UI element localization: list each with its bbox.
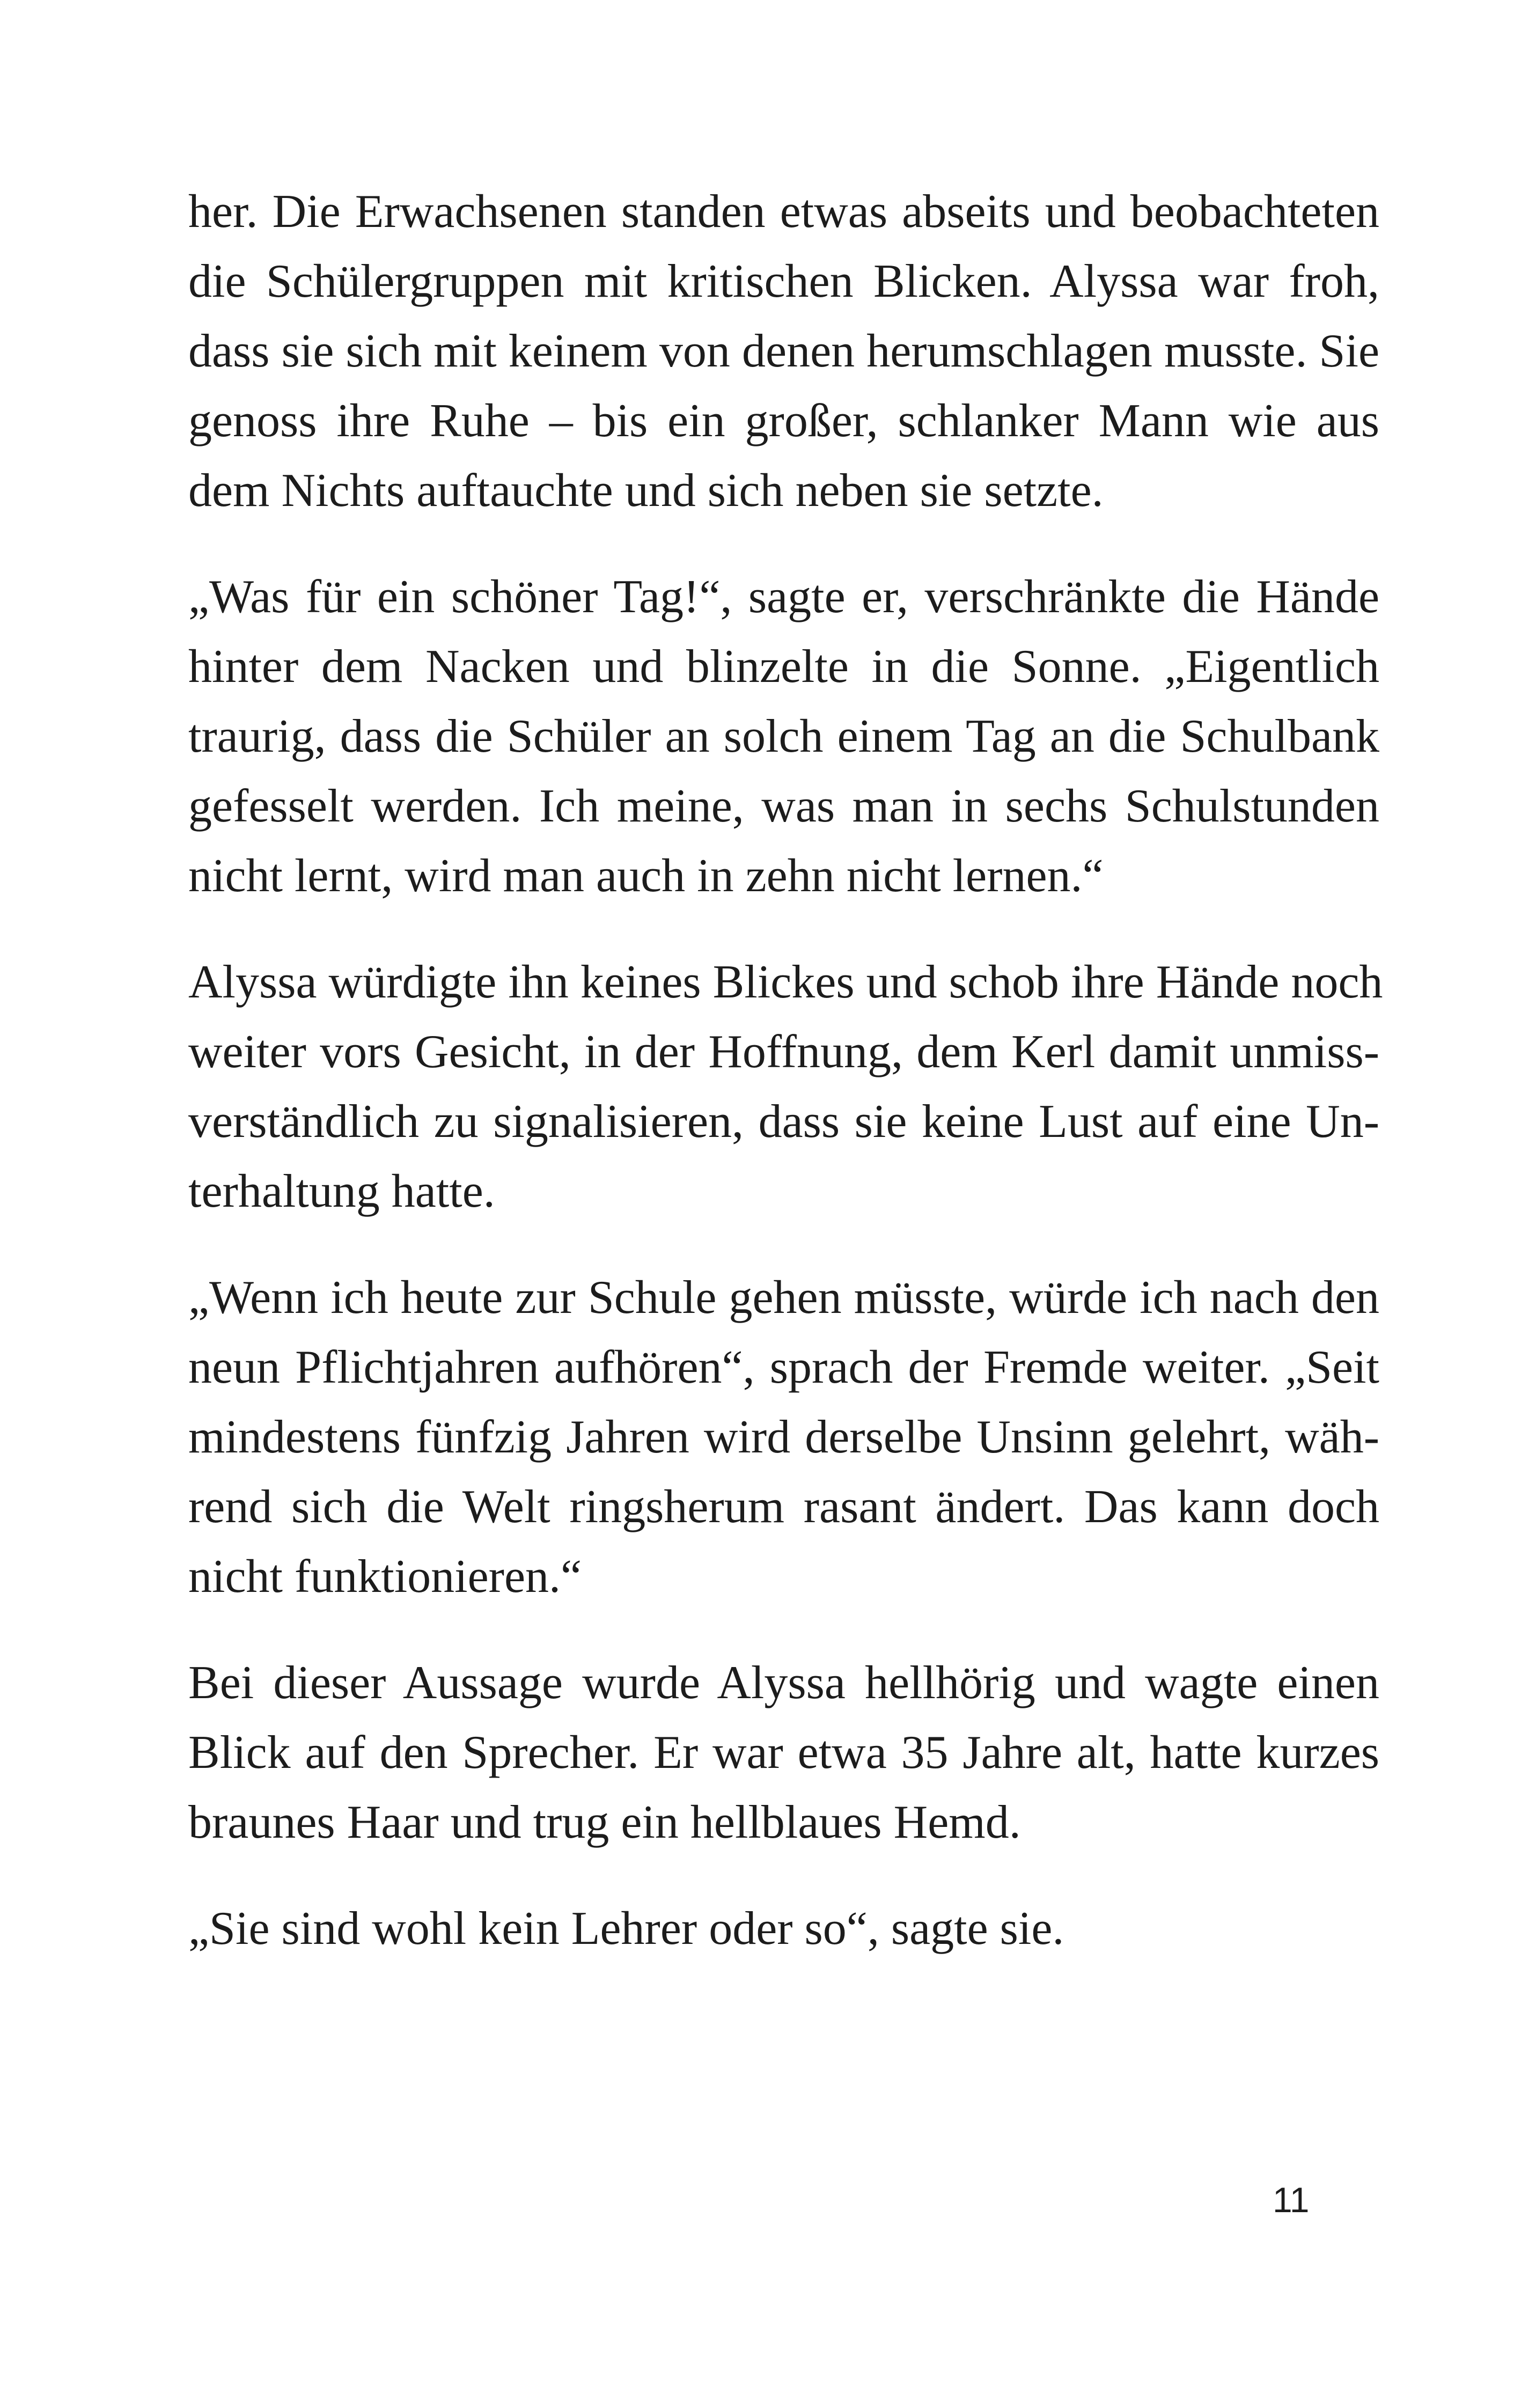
text-line: „Was für ein schöner Tag!“, sagte er, verschränkte die Hände [188,571,1379,623]
text-line: traurig, dass die Schüler an solch einem Tag an die Schulbank [188,710,1379,762]
text-line: Blick auf den Sprecher. Er war etwa 35 Jahre alt, hatte kurzes [188,1727,1379,1779]
text-line: verständlich zu signalisieren, dass sie keine Lust auf eine Un- [188,1096,1379,1148]
text-line: dem Nichts auftauchte und sich neben sie setzte. [188,465,1104,517]
text-line: rend sich die Welt ringsherum rasant ändert. Das kann doch [188,1481,1379,1533]
paragraph-2 [188,562,1379,911]
text-line: her. Die Erwachsenen standen etwas abseits und beobachteten [188,186,1379,238]
text-line: weiter vors Gesicht, in der Hoffnung, dem Kerl damit unmiss- [188,1026,1379,1078]
text-line: genoss ihre Ruhe – bis ein großer, schlanker Mann wie aus [188,395,1379,447]
paragraph-4 [188,1263,1379,1612]
text-line: braunes Haar und trug ein hellblaues Hemd. [188,1796,1021,1848]
text-line: neun Pflichtjahren aufhören“, sprach der Fremde weiter. „Seit [188,1341,1379,1393]
text-line: dass sie sich mit keinem von denen herumschlagen musste. Sie [188,325,1379,377]
text-line: Alyssa würdigte ihn keines Blickes und schob ihre Hände noch [188,956,1383,1008]
paragraph-5 [188,1648,1379,1858]
text-line: „Wenn ich heute zur Schule gehen müsste, würde ich nach den [188,1272,1379,1324]
text-line: nicht funktionieren.“ [188,1551,582,1603]
text-line: Bei dieser Aussage wurde Alyssa hellhörig und wagte einen [188,1657,1379,1709]
text-line: gefesselt werden. Ich meine, was man in sechs Schulstunden [188,780,1379,832]
text-line: die Schülergruppen mit kritischen Blicken. Alyssa war froh, [188,255,1379,307]
text-line: terhaltung hatte. [188,1165,495,1217]
text-line: hinter dem Nacken und blinzelte in die Sonne. „Eigentlich [188,641,1379,693]
text-line: nicht lernt, wird man auch in zehn nicht lernen.“ [188,850,1104,902]
text-line: „Sie sind wohl kein Lehrer oder so“, sagte sie. [188,1903,1064,1955]
page-number: 11 [1273,2180,1310,2220]
paragraph-3 [188,948,1383,1227]
text-line: mindestens fünfzig Jahren wird derselbe Unsinn gelehrt, wäh- [188,1411,1379,1463]
body-text [188,177,1383,2000]
paragraph-1 [188,177,1379,526]
paragraph-6 [188,1894,1379,1964]
